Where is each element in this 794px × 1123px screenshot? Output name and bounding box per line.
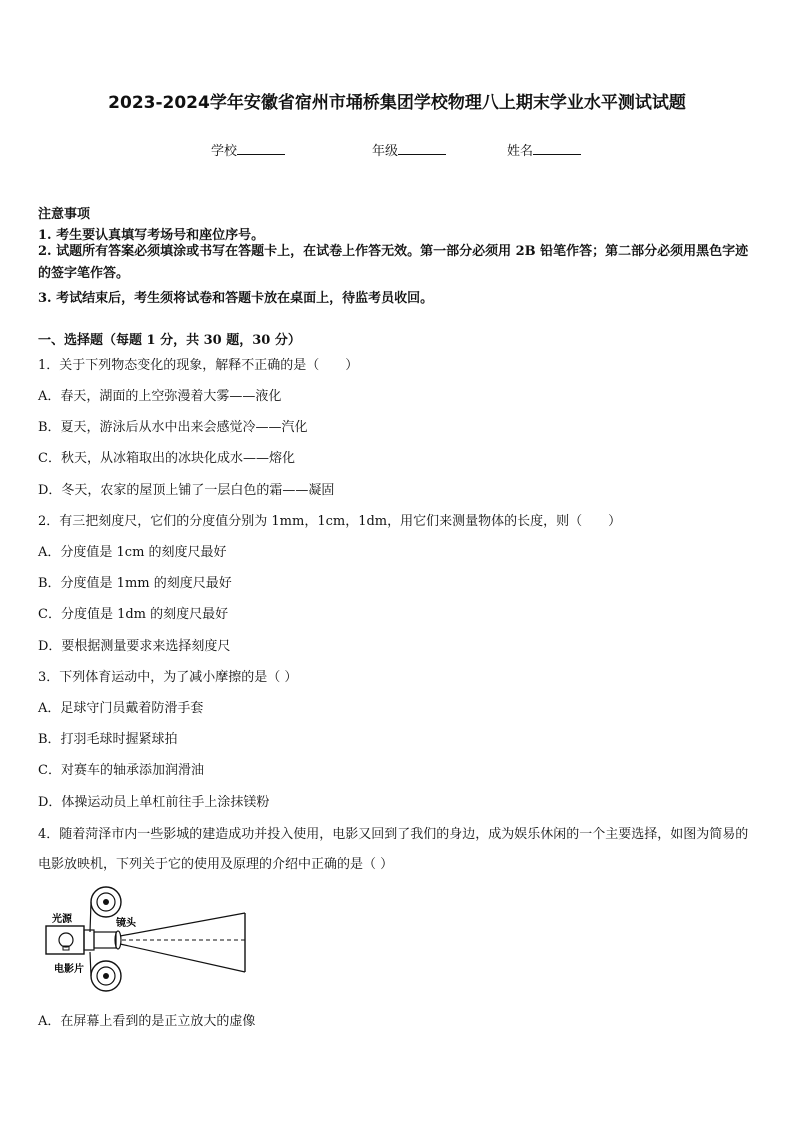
school-blank xyxy=(237,142,285,155)
lamp-icon xyxy=(59,933,73,947)
question-3-option-c: C．对赛车的轴承添加润滑油 xyxy=(38,763,204,778)
label-light-source: 光源 xyxy=(52,914,72,925)
name-blank xyxy=(533,142,581,155)
section-heading: 一、选择题（每题 1 分，共 30 题，30 分） xyxy=(38,333,301,348)
question-3-option-d: D．体操运动员上单杠前往手上涂抹镁粉 xyxy=(38,795,270,810)
school-field xyxy=(211,140,285,159)
question-1-option-c: C．秋天，从冰箱取出的冰块化成水——熔化 xyxy=(38,451,295,466)
question-1-option-a: A．春天，湖面的上空弥漫着大雾——液化 xyxy=(38,389,282,404)
question-1-stem: 1．关于下列物态变化的现象，解释不正确的是（ ） xyxy=(38,358,359,373)
question-2-option-c: C．分度值是 1dm 的刻度尺最好 xyxy=(38,607,229,622)
projector-figure xyxy=(40,880,252,998)
page-title: 2023-2024学年安徽省宿州市埇桥集团学校物理八上期末学业水平测试试题 xyxy=(108,93,686,113)
top-reel xyxy=(91,887,121,917)
bottom-reel xyxy=(91,961,121,991)
grade-field xyxy=(372,140,446,159)
name-label: 姓名 xyxy=(507,144,534,159)
beam-bottom xyxy=(120,944,245,972)
grade-blank xyxy=(398,142,446,155)
question-2-stem: 2．有三把刻度尺，它们的分度值分别为 1mm，1cm，1dm，用它们来测量物体的长度，则（ ） xyxy=(38,514,622,529)
question-1-option-d: D．冬天，农家的屋顶上铺了一层白色的霜——凝固 xyxy=(38,483,335,498)
note-item-1: 1. 考生要认真填写考场号和座位序号。 xyxy=(38,228,265,243)
question-3-stem: 3．下列体育运动中，为了减小摩擦的是（ ） xyxy=(38,670,298,685)
label-lens: 镜头 xyxy=(116,918,136,929)
question-3-option-a: A．足球守门员戴着防滑手套 xyxy=(38,701,204,716)
notes-heading: 注意事项 xyxy=(38,207,91,222)
question-2-option-b: B．分度值是 1mm 的刻度尺最好 xyxy=(38,576,232,591)
question-3-option-b: B．打羽毛球时握紧球拍 xyxy=(38,732,178,747)
school-label: 学校 xyxy=(211,144,238,159)
lens-tube xyxy=(94,932,116,948)
question-2-option-a: A．分度值是 1cm 的刻度尺最好 xyxy=(38,545,227,560)
beam-top xyxy=(120,913,245,936)
question-1-option-b: B．夏天，游泳后从水中出来会感觉冷——汽化 xyxy=(38,420,308,435)
film-strip xyxy=(90,902,91,976)
label-film: 电影片 xyxy=(54,964,84,975)
question-2-option-d: D．要根据测量要求来选择刻度尺 xyxy=(38,639,231,654)
question-4-stem: 4．随着菏泽市内一些影城的建造成功并投入使用，电影又回到了我们的身边，成为娱乐休闲的一个主要选择，如图为简易的电影放映机，下列关于它的使用及原理的介绍中正确的是（ ） xyxy=(38,827,749,872)
note-item-3: 3. 考试结束后，考生须将试卷和答题卡放在桌面上，待监考员收回。 xyxy=(38,291,434,306)
question-4-option-a: A．在屏幕上看到的是正立放大的虚像 xyxy=(38,1014,256,1029)
name-field xyxy=(507,140,581,159)
film-gate xyxy=(84,930,94,950)
grade-label: 年级 xyxy=(372,144,399,159)
note-item-2: 2. 试题所有答案必须填涂或书写在答题卡上，在试卷上作答无效。第一部分必须用 2B 铅笔作答；第二部分必须用黑色字迹的签字笔作答。 xyxy=(38,244,749,281)
